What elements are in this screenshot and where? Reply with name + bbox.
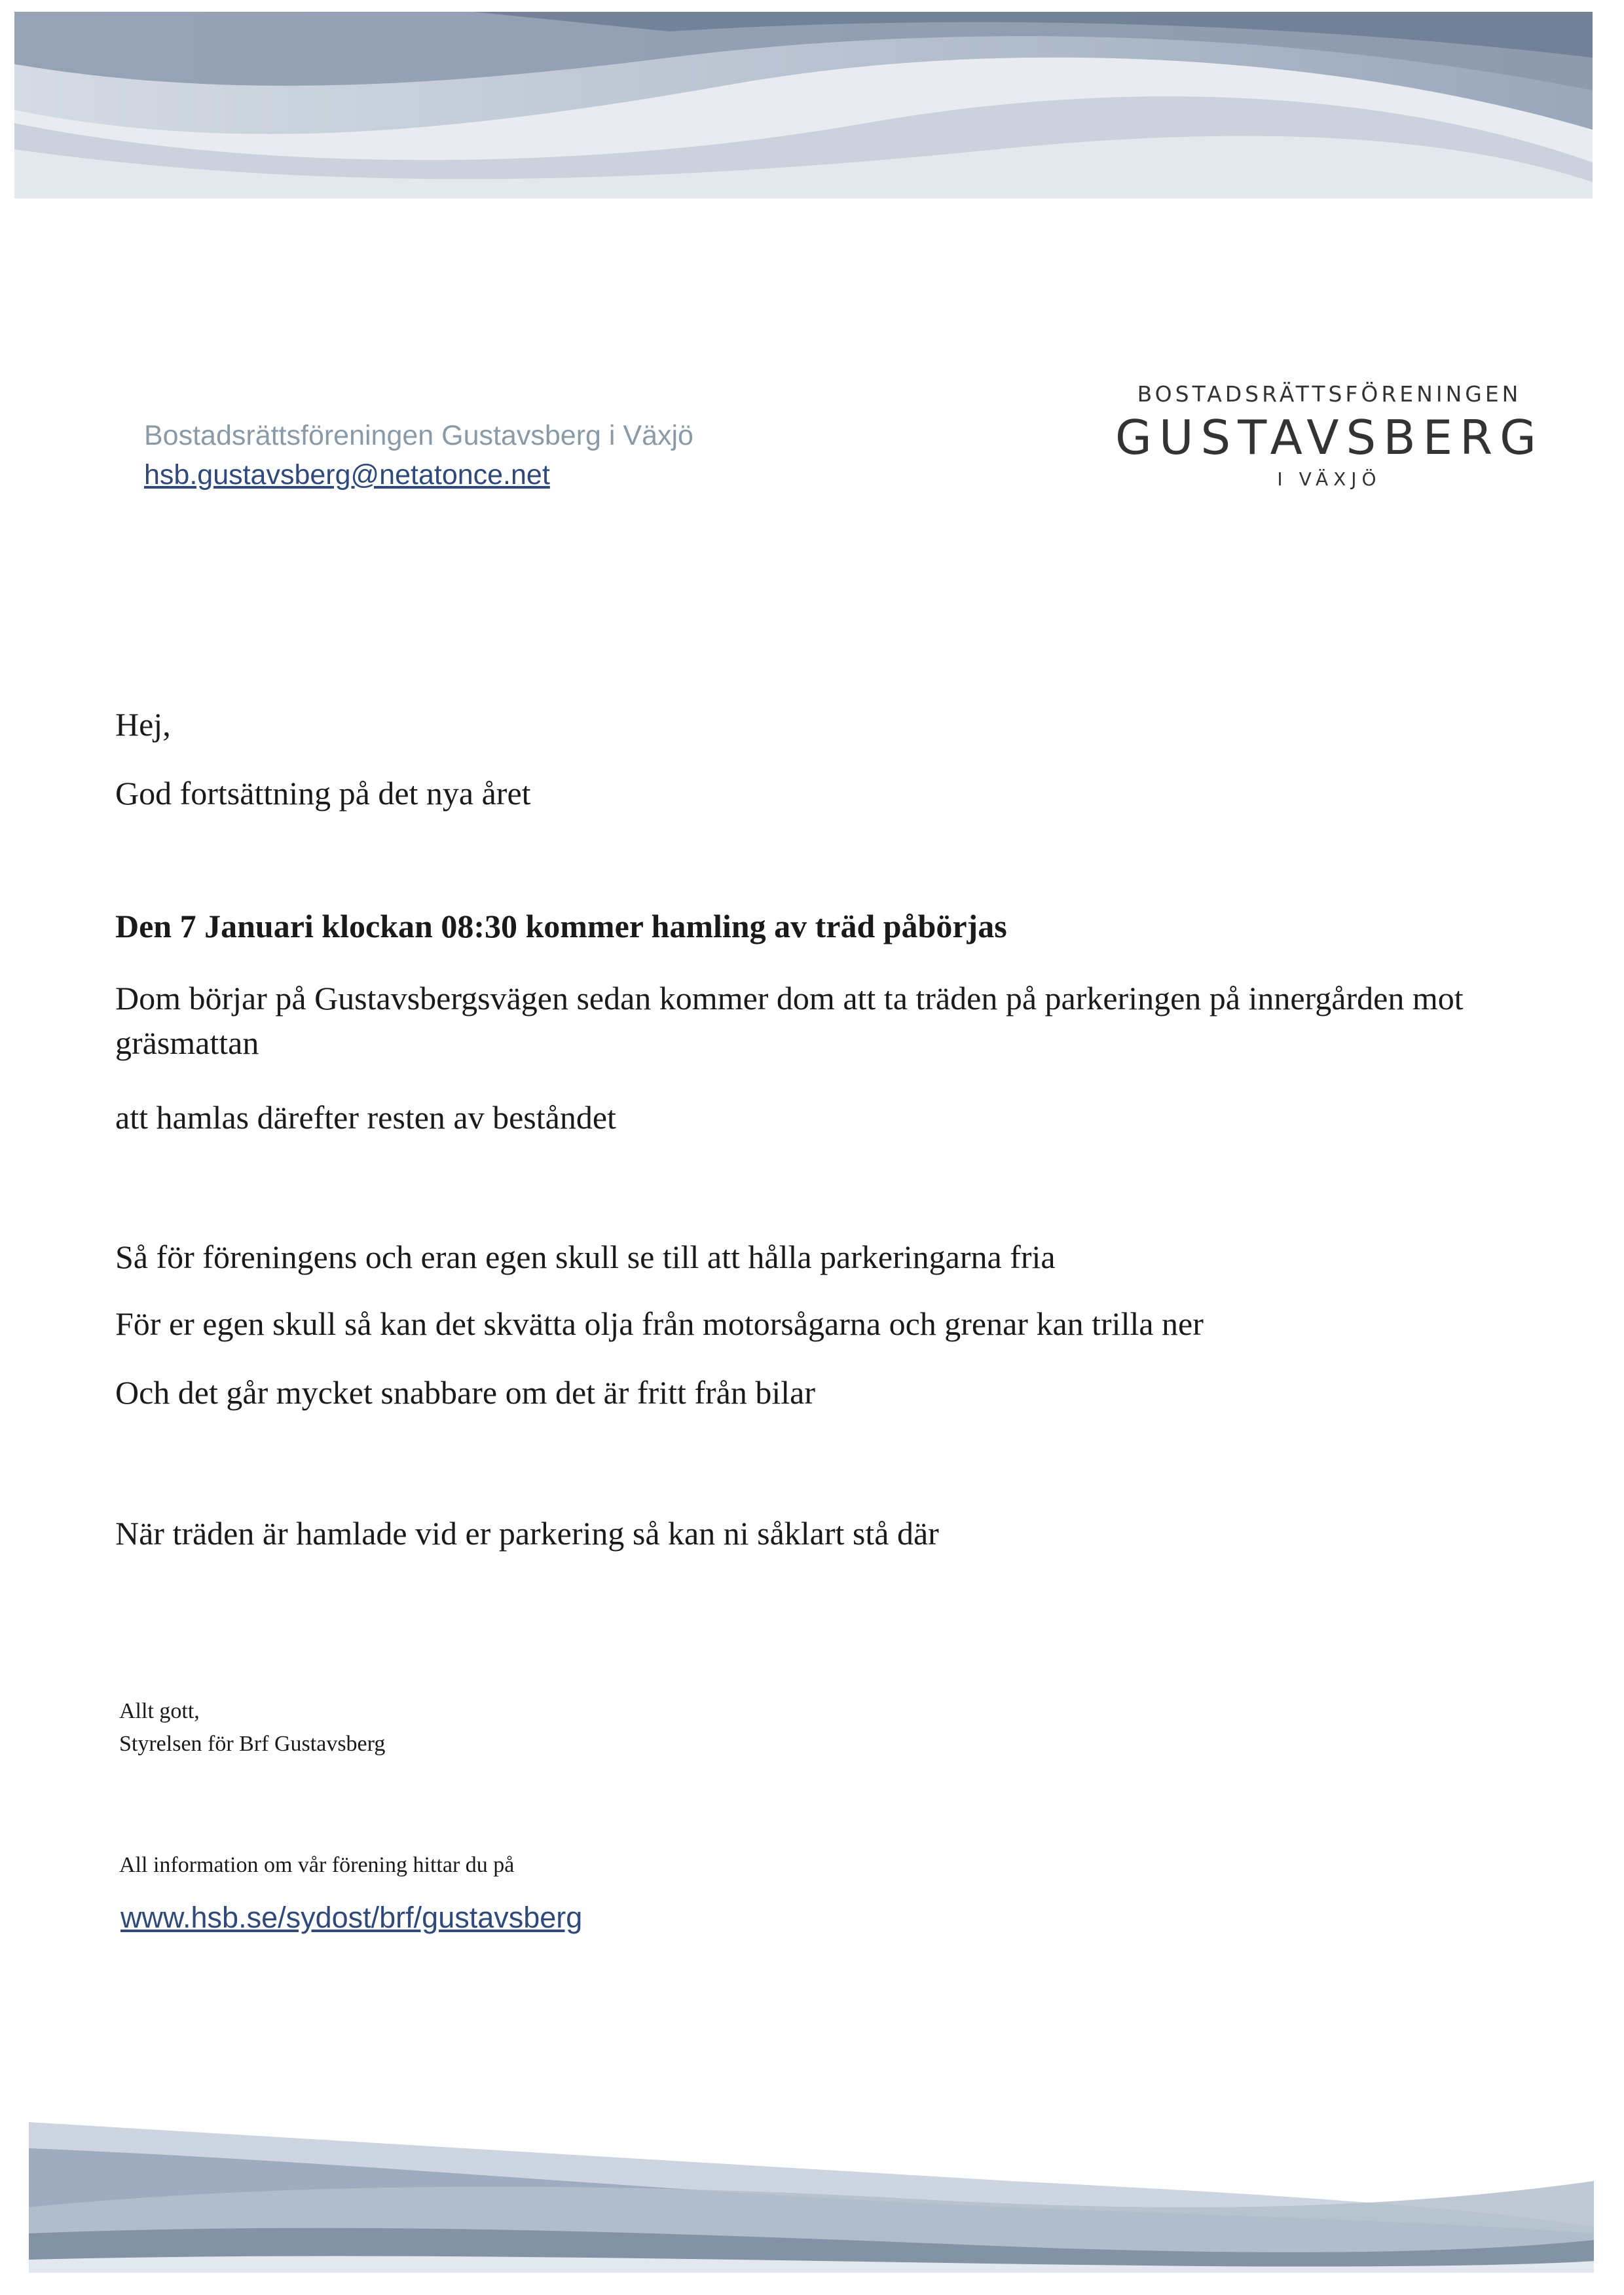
logo-line2: GUSTAVSBERG [1115,410,1543,465]
paragraph-keep-parking-free: Så för föreningens och eran egen skull se till att hålla parkeringarna fria [115,1239,1056,1275]
logo-line3: I VÄXJÖ [1277,468,1382,490]
headline: Den 7 Januari klockan 08:30 kommer hamling av träd påbörjas [115,908,1007,944]
paragraph-after: När träden är hamlade vid er parkering så kan ni såklart stå där [115,1515,939,1552]
new-year-wish: God fortsättning på det nya året [115,775,531,812]
paragraph-remaining: att hamlas därefter resten av beståndet [115,1099,616,1136]
greeting: Hej, [115,706,171,743]
association-logo [1087,380,1572,493]
paragraph-start-route: Dom börjar på Gustavsbergsvägen sedan kommer dom att ta träden på parkeringen på innergården mot gräsmattan [115,980,1464,1061]
website-link[interactable]: www.hsb.se/sydost/brf/gustavsberg [120,1901,583,1934]
info-text: All information om vår förening hittar du på [119,1853,515,1877]
closing-signature: Styrelsen för Brf Gustavsberg [119,1732,386,1756]
sender-name: Bostadsrättsföreningen Gustavsberg i Växjö [144,420,693,451]
logo-line1: BOSTADSRÄTTSFÖRENINGEN [1137,381,1522,407]
paragraph-faster: Och det går mycket snabbare om det är fritt från bilar [115,1374,815,1411]
bottom-wave-banner [29,2109,1594,2273]
paragraph-safety: För er egen skull så kan det skvätta olja från motorsågarna och grenar kan trilla ner [115,1305,1204,1342]
top-wave-banner [14,12,1593,198]
sender-block [144,416,693,494]
closing-regards: Allt gott, [119,1699,200,1723]
sender-email-link[interactable]: hsb.gustavsberg@netatonce.net [144,459,550,491]
